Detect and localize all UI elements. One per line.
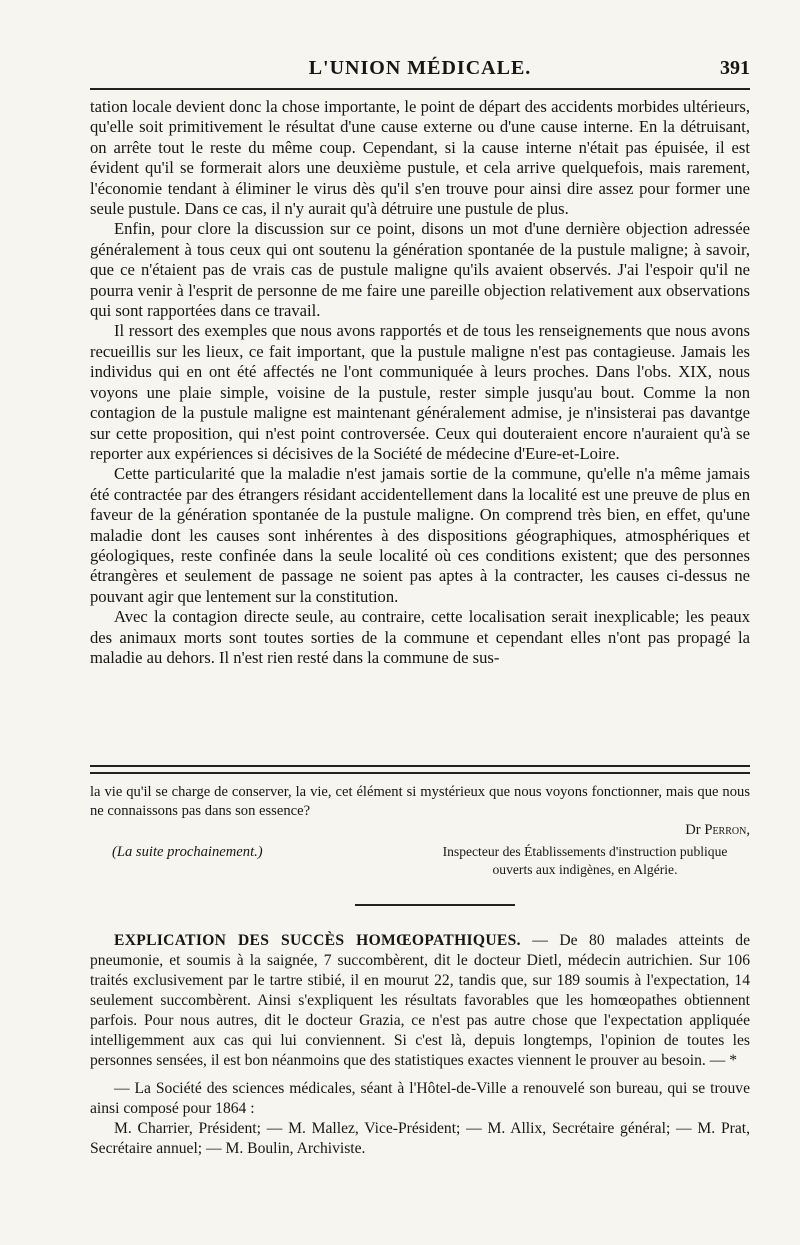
paragraph: tation locale devient donc la chose importante, le point de départ des accidents morbides ultérieurs, qu'elle soit primitivement le résultat d'une cause externe ou d'une cause interne. En la détruisant, on arrête tout le reste du même coup. Cependant, si la cause interne n'était pas épuisée, il est évident qu'il se formerait alors une deuxième pustule, et cela arrive quelquefois, mais rarement, l'économie tendant à éliminer le virus dès qu'il s'en trouve pour ainsi dire assez pour former une seule pustule. Dans ce cas, il n'y aurait qu'à détruire une pustule de plus.: [90, 97, 750, 219]
footnote-separator: [90, 765, 750, 774]
running-title: L'UNION MÉDICALE.: [308, 57, 532, 79]
section-rule: [355, 904, 515, 906]
paragraph: Il ressort des exemples que nous avons rapportés et de tous les renseignements que nous avons recueillis sur les lieux, ce fait important, que la pustule maligne n'est pas contagieuse. Jamais les individus qui en ont été affectés ne l'ont communiquée à leurs proches. Dans l'obs. XIX, nous voyons une plaie simple, voisine de la pustule, rester simple jusqu'au bout. Comme la non contagion de la pustule maligne est maintenant généralement admise, je n'insisterai pas davantge sur cette proposition, qui n'est point controversée. Ceux qui douteraient encore n'auraient qu'à se reporter aux expériences si décisives de la Société de médecine d'Eure-et-Loire.: [90, 321, 750, 463]
author-suffix: ,: [746, 822, 750, 838]
author-title-line: Inspecteur des Établissements d'instruction publique: [442, 844, 728, 859]
author-name: Perron: [704, 822, 747, 838]
news-item: — La Société des sciences médicales, séant à l'Hôtel-de-Ville a renouvelé son bureau, qui se trouve ainsi composé pour 1864 :: [90, 1080, 750, 1117]
news-item: [90, 931, 750, 1071]
footnote: [90, 783, 750, 883]
signature-row: [90, 843, 750, 883]
news-heading: EXPLICATION DES SUCCÈS HOMŒOPATHIQUES.: [114, 932, 521, 949]
author-signature: [90, 821, 750, 840]
news-text: — De 80 malades atteints de pneumonie, et soumis à la saignée, 7 succombèrent, dit le docteur Dietl, médecin autrichien. Sur 106 traités exclusivement par le tartre stibié, il en mourut 22, tandis que, sur 189 soumis à l'expectation, 14 seulement succombèrent. Ainsi s'expliquent les résultats favorables que les homœopathes obtiennent parfois. Pour nous autres, dit le docteur Grazia, ce n'est pas autre chose que l'expectation appliquée intelligemment aux cas qui lui conviennent. Si c'est là, depuis longtemps, l'opinion de toutes les personnes sensées, il est bon néanmoins que des statistiques exactes viennent le prouver au besoin. — *: [90, 932, 750, 1069]
society-members: M. Charrier, Président; — M. Mallez, Vice-Président; — M. Allix, Secrétaire général; — M. Prat, Secrétaire annuel; — M. Boulin, Archiviste.: [90, 1120, 750, 1157]
suite-note: (La suite prochainement.): [112, 844, 263, 860]
paragraph: Avec la contagion directe seule, au contraire, cette localisation serait inexplicable; les peaux des animaux morts sont toutes sorties de la commune et cependant elles n'ont pas propagé la maladie au dehors. Il n'est rien resté dans la commune de sus-: [90, 607, 750, 667]
paragraph: Cette particularité que la maladie n'est jamais sortie de la commune, qu'elle n'a même jamais été contractée par des étrangers résidant accidentellement dans la localité est une preuve de plus en faveur de la génération spontanée de la pustule maligne. On comprend très bien, en effet, qu'une maladie dont les causes sont inhérentes à des dispositions géographiques, atmosphériques et géologiques, reste confinée dans la seule localité où ces conditions existent; que des personnes étrangères et seulement de passage ne soient pas aptes à la contracter, les causes ci-dessus ne pouvant agir que lentement sur la constitution.: [90, 464, 750, 606]
author-title: [420, 843, 750, 879]
page-number: 391: [720, 57, 750, 79]
author-title-line: ouverts aux indigènes, en Algérie.: [492, 862, 678, 877]
paragraph: Enfin, pour clore la discussion sur ce point, disons un mot d'une dernière objection adressée généralement à tous ceux qui ont soutenu la génération spontanée de la pustule maligne; à savoir, que ce n'étaient pas de vrais cas de pustule maligne qu'ils avaient observés. J'ai l'espoir qu'il ne pourra venir à l'esprit de personne de me faire une pareille objection relativement aux observations qui sont rapportées dans ce travail.: [90, 219, 750, 321]
page-header: [90, 55, 750, 85]
author-prefix: Dr: [685, 822, 701, 838]
article-body: [90, 97, 750, 668]
footnote-text: la vie qu'il se charge de conserver, la vie, cet élément si mystérieux que nous voyons fonctionner, mais que nous ne connaissons pas dans son essence?: [90, 784, 750, 819]
news-section: [90, 931, 750, 1159]
header-rule: [90, 88, 750, 90]
